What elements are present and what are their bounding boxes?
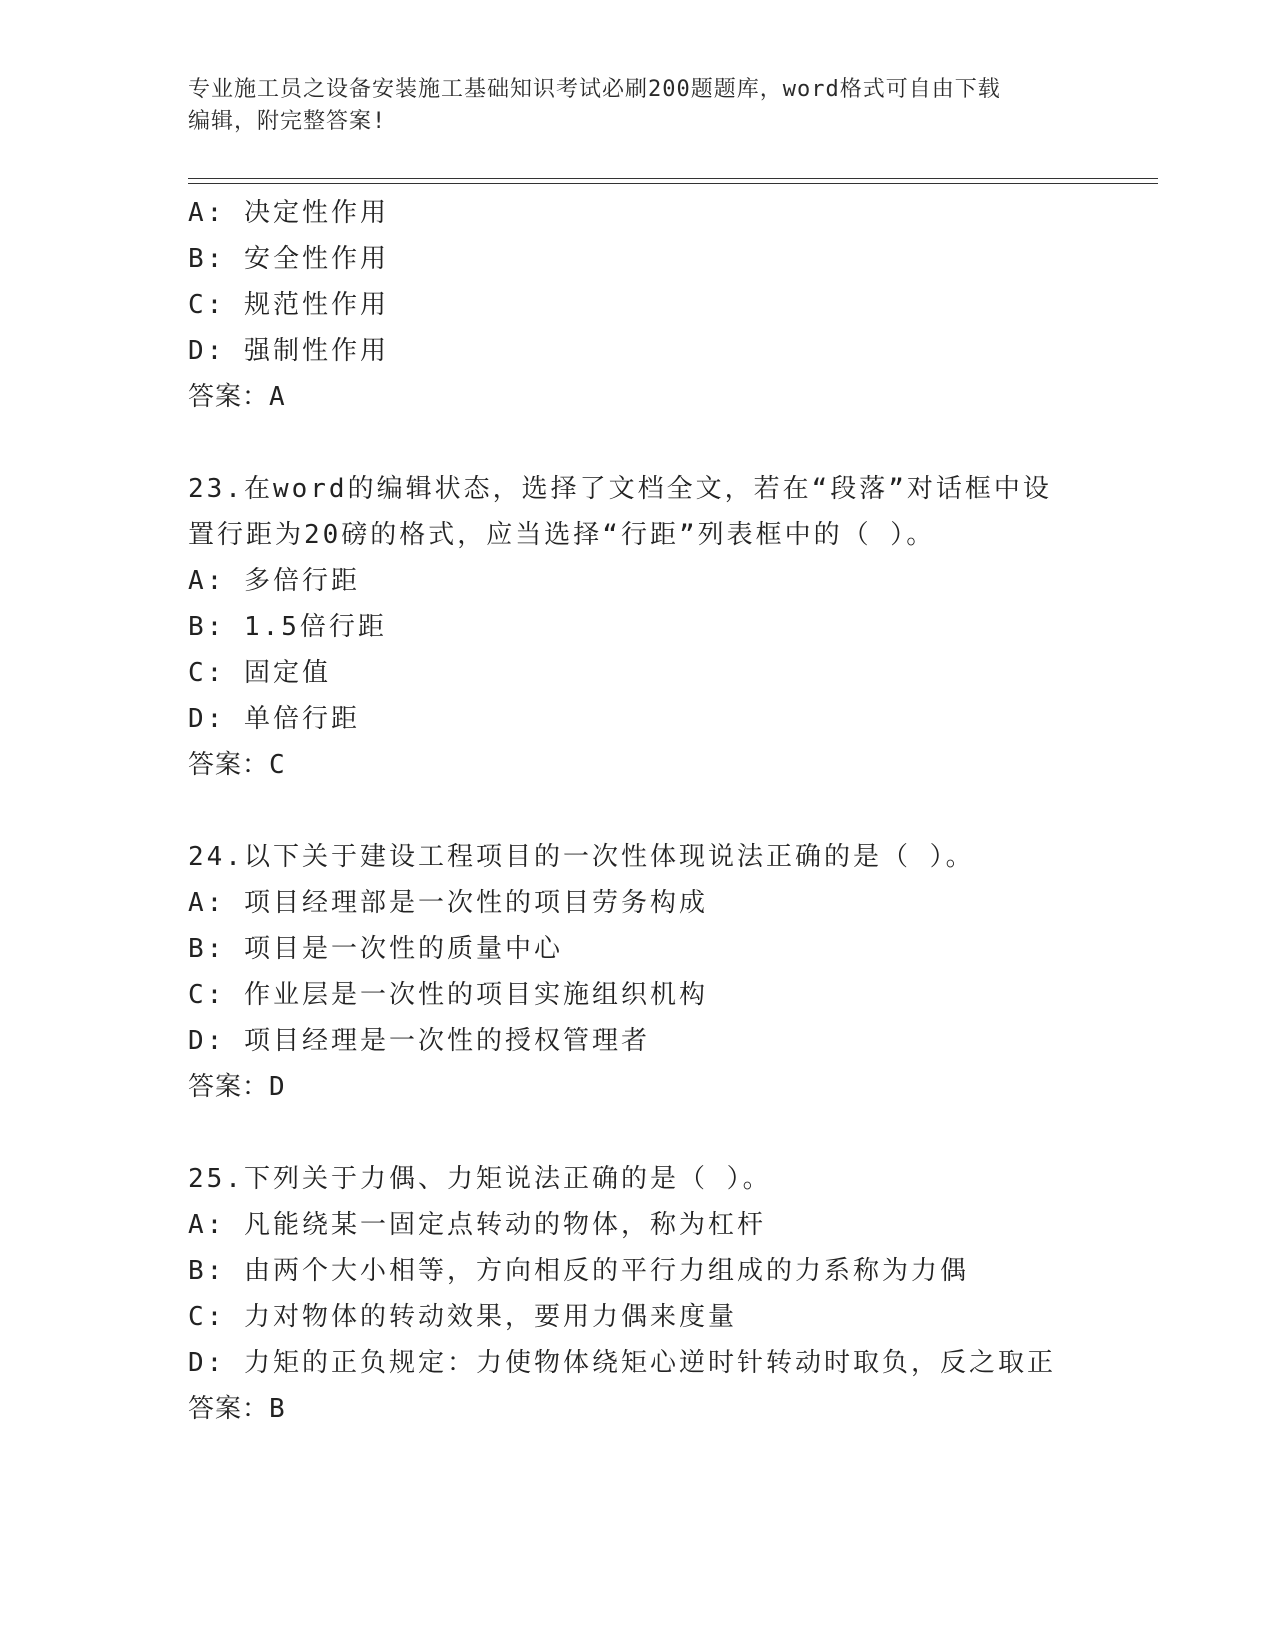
answer-label: 答案： bbox=[188, 382, 270, 412]
option-b: B: 由两个大小相等，方向相反的平行力组成的力系称为力偶 bbox=[188, 1256, 969, 1286]
document-body bbox=[188, 190, 1148, 1432]
option-b: B: 1.5倍行距 bbox=[188, 612, 387, 642]
option-a: A: 多倍行距 bbox=[188, 566, 360, 596]
option-a: A: 凡能绕某一固定点转动的物体，称为杠杆 bbox=[188, 1210, 766, 1240]
document-header bbox=[188, 74, 1088, 138]
answer-value: D bbox=[269, 1072, 286, 1102]
question-text-line-1: 25.下列关于力偶、力矩说法正确的是（ ）。 bbox=[188, 1164, 772, 1194]
header-line-2: 编辑，附完整答案! bbox=[188, 109, 387, 134]
answer-value: B bbox=[269, 1394, 286, 1424]
header-divider-top bbox=[188, 178, 1158, 179]
option-c: C: 力对物体的转动效果，要用力偶来度量 bbox=[188, 1302, 737, 1332]
option-b: B: 安全性作用 bbox=[188, 244, 389, 274]
option-c: C: 作业层是一次性的项目实施组织机构 bbox=[188, 980, 708, 1010]
option-d: D: 力矩的正负规定：力使物体绕矩心逆时针转动时取负，反之取正 bbox=[188, 1348, 1056, 1378]
option-b: B: 项目是一次性的质量中心 bbox=[188, 934, 563, 964]
option-a: A: 项目经理部是一次性的项目劳务构成 bbox=[188, 888, 708, 918]
question-block-24 bbox=[188, 834, 1148, 1110]
answer-value: C bbox=[269, 750, 286, 780]
option-a: A: 决定性作用 bbox=[188, 198, 389, 228]
answer-line bbox=[188, 742, 1148, 788]
question-block-23 bbox=[188, 466, 1148, 788]
option-d: D: 单倍行距 bbox=[188, 704, 360, 734]
header-line-1: 专业施工员之设备安装施工基础知识考试必刷200题题库，word格式可自由下载 bbox=[188, 77, 1001, 102]
answer-label: 答案： bbox=[188, 1072, 270, 1102]
answer-line bbox=[188, 1064, 1148, 1110]
question-text-line-1: 23.在word的编辑状态，选择了文档全文，若在“段落”对话框中设 bbox=[188, 474, 1052, 504]
option-d: D: 强制性作用 bbox=[188, 336, 389, 366]
answer-label: 答案： bbox=[188, 750, 270, 780]
question-text-line-1: 24.以下关于建设工程项目的一次性体现说法正确的是（ ）。 bbox=[188, 842, 975, 872]
answer-label: 答案： bbox=[188, 1394, 270, 1424]
question-block-22 bbox=[188, 190, 1148, 420]
answer-value: A bbox=[269, 382, 286, 412]
option-d: D: 项目经理是一次性的授权管理者 bbox=[188, 1026, 650, 1056]
option-c: C: 规范性作用 bbox=[188, 290, 389, 320]
answer-line bbox=[188, 374, 1148, 420]
header-divider-bottom bbox=[188, 183, 1158, 184]
answer-line bbox=[188, 1386, 1148, 1432]
option-c: C: 固定值 bbox=[188, 658, 331, 688]
question-text-line-2: 置行距为20磅的格式，应当选择“行距”列表框中的（ ）。 bbox=[188, 520, 936, 550]
question-block-25 bbox=[188, 1156, 1148, 1432]
